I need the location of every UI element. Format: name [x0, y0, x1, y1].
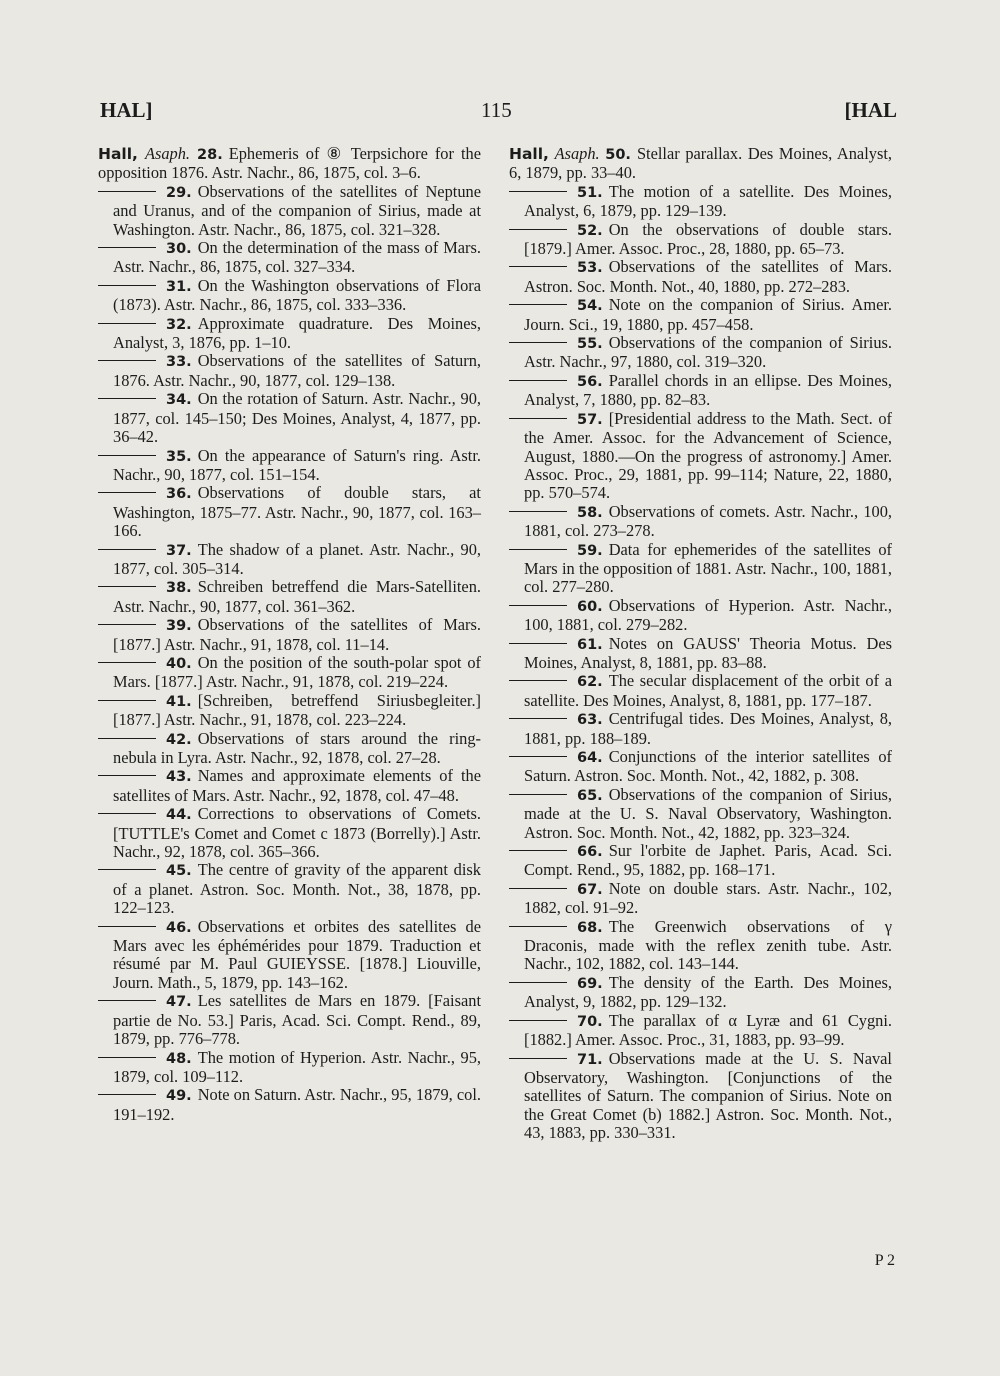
- ditto-dash: [98, 492, 156, 493]
- entry-text: Stellar parallax. Des Moines, Analyst, 6, 1879, pp. 33–40.: [509, 144, 892, 183]
- entry-text: The motion of Hyperion. Astr. Nachr., 95, 1879, col. 109–112.: [113, 1047, 481, 1086]
- entry-number: 29.: [166, 184, 192, 201]
- ditto-dash: [509, 304, 567, 305]
- bibliography-entry: [509, 597, 892, 635]
- bibliography-entry: [98, 352, 481, 390]
- right-column: [509, 145, 892, 1143]
- bibliography-entry: [509, 258, 892, 296]
- ditto-dash: [509, 266, 567, 267]
- ditto-dash: [509, 643, 567, 644]
- ditto-dash: [98, 662, 156, 663]
- page-number: 115: [481, 98, 512, 122]
- ditto-dash: [98, 813, 156, 814]
- entry-number: 31.: [166, 278, 192, 295]
- entry-number: 62.: [577, 674, 603, 691]
- entry-number: 48.: [166, 1050, 192, 1067]
- ditto-dash: [98, 191, 156, 192]
- entry-text: Observations of stars around the ring-nebula in Lyra. Astr. Nachr., 92, 1878, col. 27–28.: [113, 728, 481, 767]
- entry-text: Observations of the satellites of Neptune and Uranus, and of the companion of Sirius, made at Washington. Astr. Nachr., 86, 1875, col. 321–328.: [113, 181, 481, 239]
- entry-number: 55.: [577, 336, 603, 353]
- entry-text: Schreiben betreffend die Mars-Satelliten. Astr. Nachr., 90, 1877, col. 361–362.: [113, 577, 481, 616]
- ditto-dash: [509, 926, 567, 927]
- entry-text: Observations of the companion of Sirius. Astr. Nachr., 97, 1880, col. 319–320.: [524, 333, 892, 372]
- bibliography-entry: [509, 918, 892, 974]
- entry-text: On the rotation of Saturn. Astr. Nachr., 90, 1877, col. 145–150; Des Moines, Analyst, 4, 1877, pp. 36–42.: [113, 389, 481, 447]
- entry-number: 59.: [577, 542, 603, 559]
- entry-number: 71.: [577, 1051, 603, 1068]
- bibliography-entry: [98, 654, 481, 692]
- bibliography-entry: [98, 447, 481, 485]
- bibliography-entry: [98, 805, 481, 861]
- entry-text: The secular displacement of the orbit of a satellite. Des Moines, Analyst, 8, 1881, pp. 177–187.: [524, 671, 892, 710]
- entry-text: [Presidential address to the Math. Sect. of the Amer. Assoc. for the Advancement of Science, August, 1880.—On the progress of astronomy.] Amer. Assoc. Proc., 29, 1881, pp. 99–114; Nature, 22, 1880, pp. 570–574.: [524, 408, 892, 503]
- entry-number: 35.: [166, 448, 192, 465]
- entry-number: 68.: [577, 919, 603, 936]
- ditto-dash: [98, 323, 156, 324]
- entry-text: Observations of the satellites of Mars. [1877.] Astr. Nachr., 91, 1878, col. 11–14.: [113, 615, 481, 654]
- ditto-dash: [98, 398, 156, 399]
- bibliography-entry: [98, 239, 481, 277]
- ditto-dash: [509, 1020, 567, 1021]
- entry-number: 44.: [166, 807, 192, 824]
- entry-number: 47.: [166, 994, 192, 1011]
- entry-text: Conjunctions of the interior satellites of Saturn. Astron. Soc. Month. Not., 42, 1882, p. 308.: [524, 747, 892, 786]
- entry-number: 50.: [605, 147, 631, 163]
- entry-text: Corrections to observations of Comets. [TUTTLE's Comet and Comet c 1873 (Borrelly).] Astr. Nachr., 92, 1878, col. 365–366.: [113, 804, 481, 862]
- entry-text: Observations of the companion of Sirius, made at the U. S. Naval Observatory, Washington. Astron. Soc. Month. Not., 42, 1882, pp. 323–324.: [524, 784, 892, 842]
- bibliography-entry: [98, 541, 481, 579]
- ditto-dash: [509, 888, 567, 889]
- entry-number: 28.: [197, 147, 223, 163]
- ditto-dash: [98, 1094, 156, 1095]
- bibliography-entry: [509, 786, 892, 842]
- ditto-dash: [509, 191, 567, 192]
- entry-number: 56.: [577, 373, 603, 390]
- entry-text: On the observations of double stars. [1879.] Amer. Assoc. Proc., 28, 1880, pp. 65–73.: [524, 219, 892, 259]
- entry-text: Parallel chords in an ellipse. Des Moines, Analyst, 7, 1880, pp. 82–83.: [524, 370, 892, 410]
- entry-text: Note on double stars. Astr. Nachr., 102, 1882, col. 91–92.: [524, 878, 892, 918]
- bibliography-entry: [98, 730, 481, 768]
- entry-number: 33.: [166, 354, 192, 371]
- entry-text: The parallax of α Lyræ and 61 Cygni. [1882.] Amer. Assoc. Proc., 31, 1883, pp. 93–99.: [524, 1010, 892, 1050]
- bibliography-entry: [509, 710, 892, 748]
- ditto-dash: [98, 285, 156, 286]
- entry-text: Note on the companion of Sirius. Amer. Journ. Sci., 19, 1880, pp. 457–458.: [524, 295, 892, 334]
- entry-number: 57.: [577, 411, 603, 428]
- entry-text: The centre of gravity of the apparent disk of a planet. Astron. Soc. Month. Not., 38, 1878, pp. 122–123.: [113, 860, 481, 918]
- entry-number: 30.: [166, 241, 192, 258]
- bibliography-entry: [98, 616, 481, 654]
- entry-text: Les satellites de Mars en 1879. [Faisant partie de No. 53.] Paris, Acad. Sci. Compt. Rend., 89, 1879, pp. 776–778.: [113, 991, 481, 1049]
- entry-text: Observations of the satellites of Mars. Astron. Soc. Month. Not., 40, 1880, pp. 272–283.: [524, 257, 892, 296]
- entry-text: On the appearance of Saturn's ring. Astr. Nachr., 90, 1877, col. 151–154.: [113, 445, 481, 484]
- ditto-dash: [509, 756, 567, 757]
- bibliography-entry: [98, 918, 481, 993]
- bibliography-entry: [98, 145, 481, 183]
- bibliography-entry: [98, 390, 481, 446]
- entry-number: 32.: [166, 316, 192, 333]
- bibliography-entry: [98, 578, 481, 616]
- entry-number: 64.: [577, 750, 603, 766]
- ditto-dash: [509, 229, 567, 230]
- entry-number: 36.: [166, 486, 192, 503]
- entry-text: Notes on GAUSS' Theoria Motus. Des Moines, Analyst, 8, 1881, pp. 83–88.: [524, 633, 892, 672]
- ditto-dash: [509, 418, 567, 419]
- ditto-dash: [509, 342, 567, 343]
- bibliography-entry: [509, 145, 892, 183]
- bibliography-entry: [509, 672, 892, 710]
- entry-number: 67.: [577, 881, 603, 898]
- ditto-dash: [98, 360, 156, 361]
- entry-text: Approximate quadrature. Des Moines, Analyst, 3, 1876, pp. 1–10.: [113, 313, 481, 353]
- bibliography-entry: [98, 183, 481, 239]
- entry-number: 60.: [577, 598, 603, 615]
- entry-text: Observations et orbites des satellites de Mars avec les éphémérides pour 1879. Traduction et résumé par M. Paul GUIEYSSE. [1878.] Liouville, Journ. Math., 5, 1879, pp. 143–162.: [113, 916, 481, 992]
- entry-number: 52.: [577, 222, 603, 239]
- bibliography-entry: [98, 315, 481, 353]
- running-head-right: [HAL: [844, 98, 897, 122]
- bibliography-entry: [509, 372, 892, 410]
- author-given-name: Asaph.: [144, 144, 191, 163]
- entry-number: 66.: [577, 844, 603, 861]
- bibliography-entry: [509, 1012, 892, 1050]
- ditto-dash: [98, 549, 156, 550]
- ditto-dash: [509, 605, 567, 606]
- ditto-dash: [98, 869, 156, 870]
- bibliography-entry: [98, 277, 481, 315]
- entry-number: 54.: [577, 298, 603, 315]
- ditto-dash: [509, 794, 567, 795]
- entry-number: 65.: [577, 787, 603, 804]
- ditto-dash: [98, 738, 156, 739]
- entry-text: Observations of the satellites of Saturn, 1876. Astr. Nachr., 90, 1877, col. 129–138.: [113, 351, 481, 390]
- bibliography-entry: [98, 767, 481, 805]
- signature-mark: P 2: [874, 1252, 895, 1269]
- entry-number: 41.: [166, 693, 192, 710]
- entry-text: On the determination of the mass of Mars. Astr. Nachr., 86, 1875, col. 327–334.: [113, 238, 481, 277]
- entry-text: On the Washington observations of Flora (1873). Astr. Nachr., 86, 1875, col. 333–336.: [113, 275, 481, 315]
- bibliography-entry: [509, 410, 892, 503]
- entry-text: Names and approximate elements of the satellites of Mars. Astr. Nachr., 92, 1878, col. 47–48.: [113, 766, 481, 805]
- entry-text: Ephemeris of ⑧ Terpsichore for the opposition 1876. Astr. Nachr., 86, 1875, col. 3–6.: [98, 144, 481, 183]
- entry-number: 42.: [166, 731, 192, 748]
- entry-number: 63.: [577, 712, 603, 729]
- author-name: Hall,: [509, 145, 549, 163]
- ditto-dash: [509, 718, 567, 719]
- entry-text: The density of the Earth. Des Moines, Analyst, 9, 1882, pp. 129–132.: [524, 972, 892, 1012]
- entry-text: Note on Saturn. Astr. Nachr., 95, 1879, col. 191–192.: [113, 1085, 481, 1124]
- entry-number: 39.: [166, 618, 192, 635]
- left-column: [98, 145, 481, 1124]
- bibliography-entry: [509, 334, 892, 372]
- entry-text: Data for ephemerides of the satellites of Mars in the opposition of 1881. Astr. Nachr., 100, 1881, col. 277–280.: [524, 539, 892, 597]
- entry-text: On the position of the south-polar spot of Mars. [1877.] Astr. Nachr., 91, 1878, col. 219–224.: [113, 652, 481, 692]
- ditto-dash: [98, 586, 156, 587]
- bibliography-entry: [509, 1050, 892, 1143]
- entry-number: 46.: [166, 919, 192, 936]
- ditto-dash: [98, 1000, 156, 1001]
- entry-number: 51.: [577, 184, 603, 201]
- author-name: Hall,: [98, 145, 138, 163]
- entry-number: 53.: [577, 260, 603, 277]
- ditto-dash: [509, 1058, 567, 1059]
- ditto-dash: [98, 455, 156, 456]
- bibliography-entry: [98, 484, 481, 540]
- bibliography-entry: [509, 221, 892, 259]
- entry-text: The Greenwich observations of γ Draconis, made with the reflex zenith tube. Astr. Nachr., 102, 1882, col. 143–144.: [524, 916, 892, 974]
- ditto-dash: [98, 247, 156, 248]
- bibliography-entry: [509, 296, 892, 334]
- author-given-name: Asaph.: [554, 144, 600, 163]
- bibliography-entry: [98, 1086, 481, 1124]
- bibliography-entry: [509, 183, 892, 221]
- entry-text: Observations of comets. Astr. Nachr., 100, 1881, col. 273–278.: [524, 501, 892, 541]
- bibliography-entry: [509, 541, 892, 597]
- bibliography-entry: [98, 992, 481, 1048]
- bibliography-entry: [509, 503, 892, 541]
- entry-number: 43.: [166, 769, 192, 786]
- entry-text: [Schreiben, betreffend Siriusbegleiter.] [1877.] Astr. Nachr., 91, 1878, col. 223–224.: [113, 690, 481, 730]
- ditto-dash: [98, 1057, 156, 1058]
- bibliography-entry: [509, 974, 892, 1012]
- entry-text: Observations of double stars, at Washington, 1875–77. Astr. Nachr., 90, 1877, col. 163–166.: [113, 483, 481, 541]
- entry-number: 70.: [577, 1013, 603, 1030]
- entry-text: Sur l'orbite de Japhet. Paris, Acad. Sci. Compt. Rend., 95, 1882, pp. 168–171.: [524, 841, 892, 880]
- entry-text: Centrifugal tides. Des Moines, Analyst, 8, 1881, pp. 188–189.: [524, 709, 892, 748]
- ditto-dash: [509, 549, 567, 550]
- entry-text: The motion of a satellite. Des Moines, Analyst, 6, 1879, pp. 129–139.: [524, 181, 892, 221]
- bibliography-entry: [98, 692, 481, 730]
- entry-number: 45.: [166, 863, 192, 880]
- entry-number: 49.: [166, 1088, 192, 1105]
- bibliography-entry: [509, 880, 892, 918]
- entry-text: Observations of Hyperion. Astr. Nachr., 100, 1881, col. 279–282.: [524, 595, 892, 635]
- entry-number: 69.: [577, 975, 603, 992]
- bibliography-entry: [509, 635, 892, 673]
- ditto-dash: [509, 982, 567, 983]
- bibliography-entry: [98, 1049, 481, 1087]
- entry-text: Observations made at the U. S. Naval Observatory, Washington. [Conjunctions of the satellites of Saturn. The companion of Sirius. Note on the Great Comet (b) 1882.] Astron. Soc. Month. Not., 43, 1883, pp. 330–331.: [524, 1048, 892, 1143]
- entry-number: 61.: [577, 636, 603, 653]
- ditto-dash: [509, 380, 567, 381]
- ditto-dash: [509, 850, 567, 851]
- ditto-dash: [98, 700, 156, 701]
- ditto-dash: [98, 775, 156, 776]
- entry-number: 34.: [166, 392, 192, 409]
- ditto-dash: [98, 624, 156, 625]
- entry-number: 58.: [577, 504, 603, 521]
- bibliography-entry: [98, 861, 481, 917]
- running-head-left: HAL]: [100, 98, 153, 122]
- ditto-dash: [509, 511, 567, 512]
- bibliography-entry: [509, 748, 892, 786]
- entry-number: 40.: [166, 655, 192, 672]
- ditto-dash: [98, 926, 156, 927]
- entry-number: 37.: [166, 542, 192, 559]
- bibliography-entry: [509, 842, 892, 880]
- entry-number: 38.: [166, 580, 192, 597]
- entry-text: The shadow of a planet. Astr. Nachr., 90, 1877, col. 305–314.: [113, 539, 481, 578]
- ditto-dash: [509, 680, 567, 681]
